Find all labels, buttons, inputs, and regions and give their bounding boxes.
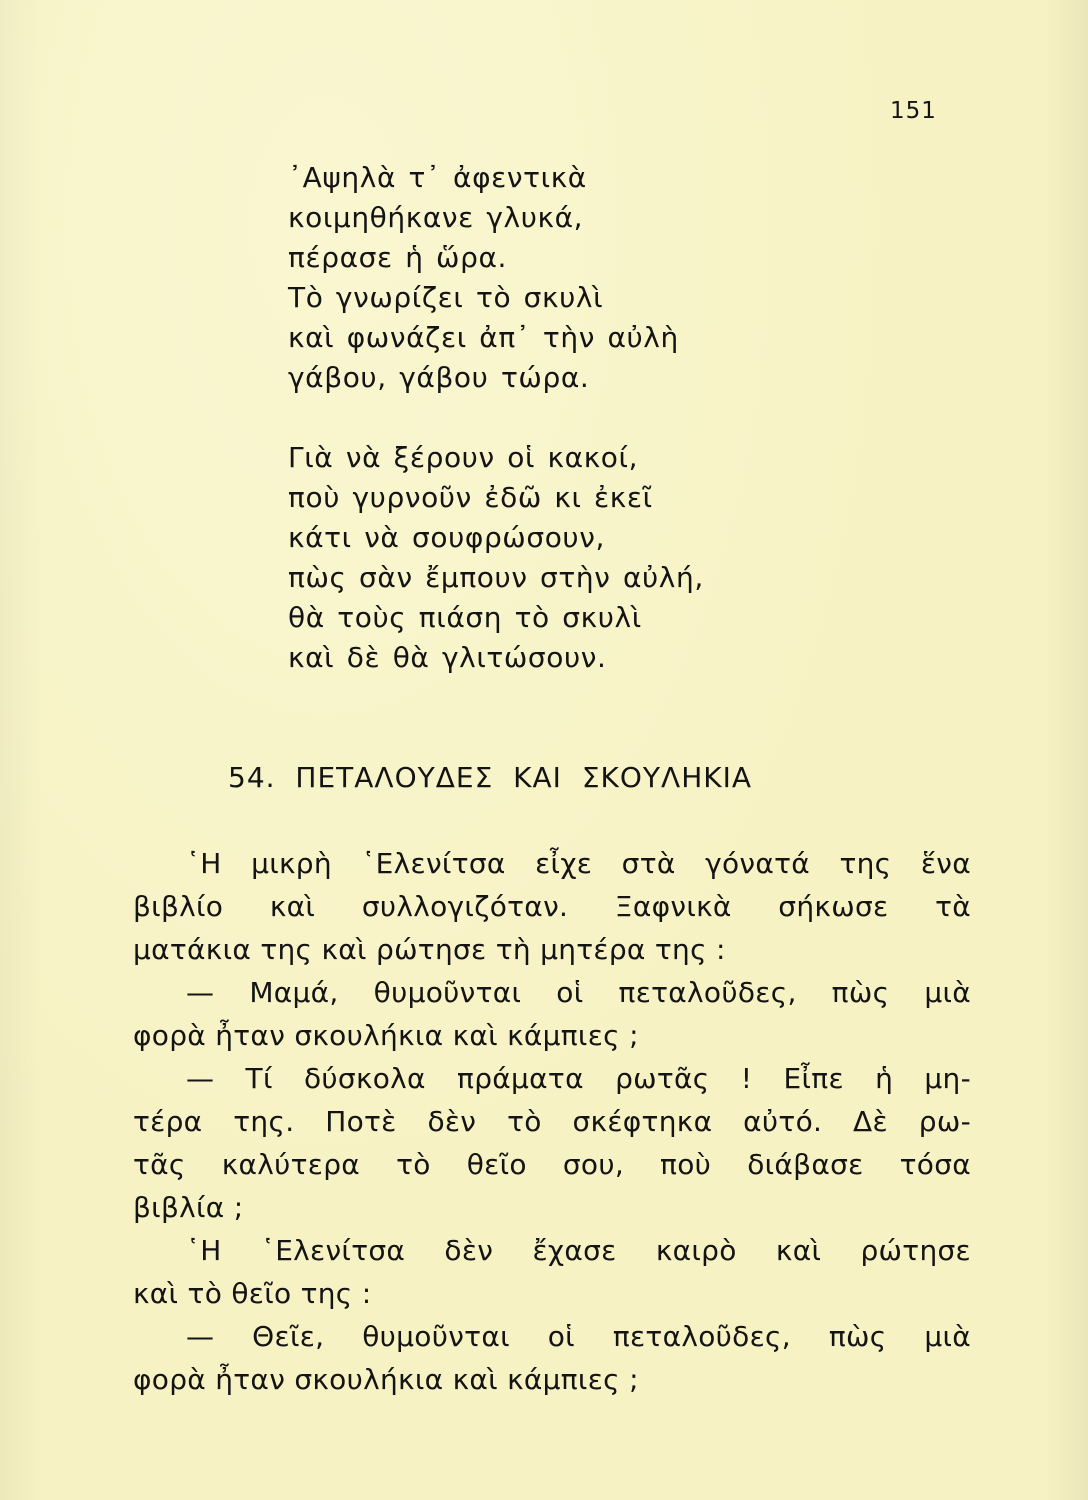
poem-line: Γιὰ νὰ ξέρουν οἱ κακοί, bbox=[288, 441, 639, 474]
poem-line: καὶ φωνάζει ἀπ᾿ τὴν αὐλὴ bbox=[288, 321, 679, 354]
poem-line: κάτι νὰ σουφρώσουν, bbox=[288, 521, 605, 554]
poem-line: θὰ τοὺς πιάση τὸ σκυλὶ bbox=[288, 601, 642, 634]
poem-stanza-1 bbox=[288, 158, 704, 398]
poem-line: καὶ δὲ θὰ γλιτώσουν. bbox=[288, 641, 607, 674]
story-line: βιβλία ; bbox=[133, 1191, 244, 1224]
story-line: φορὰ ἦταν σκουλήκια καὶ κάμπιες ; bbox=[133, 1019, 639, 1052]
story-line: τέρα της. Ποτὲ δὲν τὸ σκέφτηκα αὐτό. Δὲ ρω- bbox=[133, 1105, 971, 1138]
poem-line: Τὸ γνωρίζει τὸ σκυλὶ bbox=[288, 281, 604, 314]
poem-line: γάβου, γάβου τώρα. bbox=[288, 361, 590, 394]
poem-line: κοιμηθήκανε γλυκά, bbox=[288, 201, 584, 234]
story-line: — Θεῖε, θυμοῦνται οἱ πεταλοῦδες, πὼς μιὰ bbox=[186, 1320, 971, 1353]
poem-line: ποὺ γυρνοῦν ἐδῶ κι ἐκεῖ bbox=[288, 481, 653, 514]
poem-line: ᾿Αψηλὰ τ᾿ ἀφεντικὰ bbox=[288, 161, 587, 194]
story-line: ῾Η μικρὴ ῾Ελενίτσα εἶχε στὰ γόνατά της ἕνα bbox=[186, 847, 971, 880]
story-line: — Μαμά, θυμοῦνται οἱ πεταλοῦδες, πὼς μιὰ bbox=[186, 976, 971, 1009]
story-line: φορὰ ἦταν σκουλήκια καὶ κάμπιες ; bbox=[133, 1363, 639, 1396]
story-text bbox=[133, 842, 971, 1401]
poem-line: πὼς σὰν ἔμπουν στὴν αὐλή, bbox=[288, 561, 704, 594]
story-line: βιβλίο καὶ συλλογιζόταν. Ξαφνικὰ σήκωσε τὰ bbox=[133, 890, 971, 923]
story-line: τᾶς καλύτερα τὸ θεῖο σου, ποὺ διάβασε τόσα bbox=[133, 1148, 971, 1181]
story-line: — Τί δύσκολα πράματα ρωτᾶς ! Εἶπε ἡ μη- bbox=[186, 1062, 971, 1095]
poem-stanza-2 bbox=[288, 438, 704, 678]
story-line: καὶ τὸ θεῖο της : bbox=[133, 1277, 372, 1310]
section-title: 54. ΠΕΤΑΛΟΥΔΕΣ ΚΑΙ ΣΚΟΥΛΗΚΙΑ bbox=[228, 761, 753, 794]
poem bbox=[288, 158, 704, 718]
poem-line: πέρασε ἡ ὥρα. bbox=[288, 241, 508, 274]
story-line: ῾Η ῾Ελενίτσα δὲν ἔχασε καιρὸ καὶ ρώτησε bbox=[186, 1234, 971, 1267]
page-number: 151 bbox=[890, 98, 937, 124]
story-line: ματάκια της καὶ ρώτησε τὴ μητέρα της : bbox=[133, 933, 726, 966]
